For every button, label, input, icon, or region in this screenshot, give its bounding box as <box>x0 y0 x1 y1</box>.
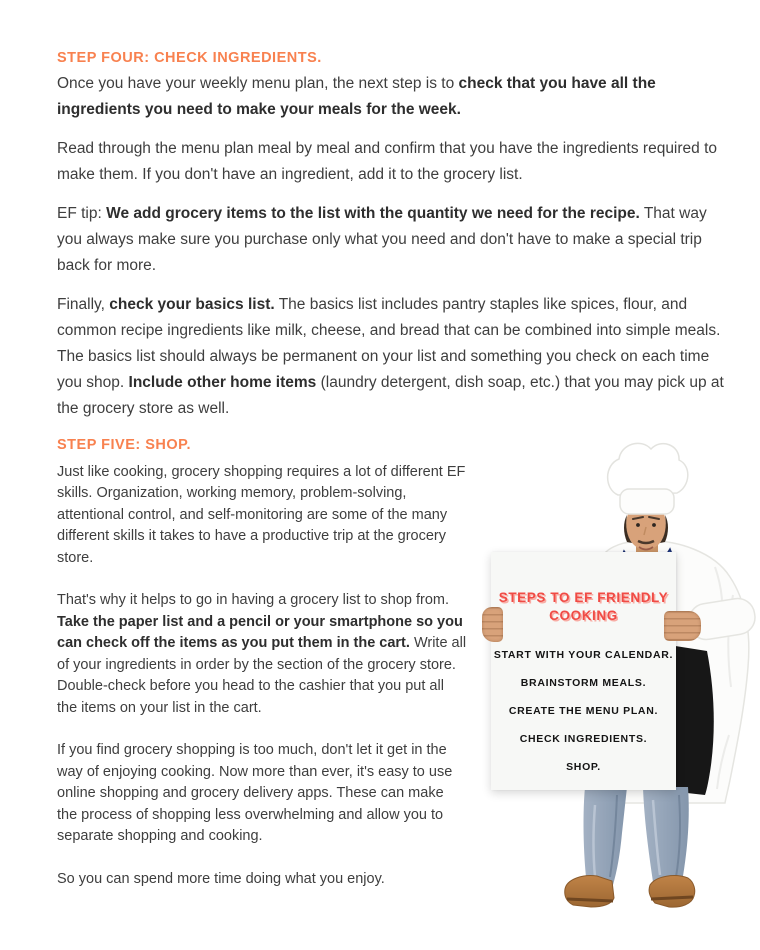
step-four-heading: STEP FOUR: CHECK INGREDIENTS. <box>57 50 322 66</box>
text-run: Write all of your ingredients in order by the section of the grocery store. Double-check before you head to the cashier that you put all the items on your list in the cart. <box>57 635 467 716</box>
text-run: That way you always make sure you purchase only what you need and don't have to make a special trip back for more. <box>57 205 707 274</box>
sign-board <box>491 552 676 790</box>
sign-step: CREATE THE MENU PLAN. <box>508 705 659 717</box>
paragraph <box>57 71 733 123</box>
sign-step: CHECK INGREDIENTS. <box>519 733 648 745</box>
text-run: Finally, <box>57 296 110 313</box>
text-run-bold: We add grocery items to the list with the quantity we need for the recipe. <box>106 205 640 222</box>
step-four-paragraphs <box>57 71 733 422</box>
text-run-bold: check that you have all the ingredients you need to make your meals for the week. <box>57 75 656 118</box>
sign-step: SHOP. <box>566 761 601 773</box>
paragraph <box>57 136 733 188</box>
text-run: Once you have your weekly menu plan, the next step is to <box>57 75 459 92</box>
paragraph <box>57 590 467 719</box>
sign-title <box>491 589 676 625</box>
chef-left-hand <box>482 607 503 642</box>
chef-photo <box>483 435 760 913</box>
chef-shoes <box>565 876 695 908</box>
sign-title-line1: STEPS TO EF FRIENDLY <box>498 590 669 605</box>
text-run: (laundry detergent, dish soap, etc.) that you may pick up at the grocery store as well. <box>57 374 724 417</box>
text-run: That's why it helps to go in having a grocery list to shop from. <box>57 592 450 608</box>
sign-title-line2: COOKING <box>549 608 618 623</box>
sign-steps <box>491 650 676 773</box>
paragraph <box>57 740 467 848</box>
section-step-five <box>57 435 760 913</box>
step-five-heading: STEP FIVE: SHOP. <box>57 437 191 453</box>
text-run: The basics list includes pantry staples like spices, flour, and common recipe ingredients like milk, cheese, and bread that can be combined into simple meals. The basics list should always be permanent on your list and something you check on each time you shop. <box>57 296 721 391</box>
paragraph <box>57 201 733 279</box>
text-run: If you find grocery shopping is too much, don't let it get in the way of enjoying cooking. Now more than ever, it's easy to use online shopping and grocery delivery apps. These can make the process of shopping less overwhelming and allow you to separate shopping and cooking. <box>57 742 453 844</box>
text-run-bold: Take the paper list and a pencil or your smartphone so you can check off the items as you put them in the cart. <box>57 613 463 651</box>
paragraph <box>57 292 733 422</box>
text-run-bold: check your basics list. <box>109 296 275 313</box>
paragraph <box>57 462 467 570</box>
text-run: Read through the menu plan meal by meal and confirm that you have the ingredients required to make them. If you don't have an ingredient, add it to the grocery list. <box>57 140 718 183</box>
text-run: So you can spend more time doing what you enjoy. <box>57 870 385 887</box>
section-step-four <box>57 50 760 422</box>
chef-hat <box>608 443 688 514</box>
sign-step: BRAINSTORM MEALS. <box>520 677 647 689</box>
text-run: EF tip: <box>57 205 107 222</box>
sign-step: START WITH YOUR CALENDAR. <box>493 649 674 661</box>
step-five-paragraphs <box>57 462 467 891</box>
chef-right-hand <box>664 611 701 641</box>
text-run: Just like cooking, grocery shopping requires a lot of different EF skills. Organization, working memory, problem-solving, attentional control, and self-monitoring are some of the many different skills it takes to have a productive trip at the grocery store. <box>57 463 466 566</box>
text-run-bold: Include other home items <box>128 374 317 391</box>
step-five-text-column <box>57 435 467 913</box>
paragraph <box>57 869 467 891</box>
